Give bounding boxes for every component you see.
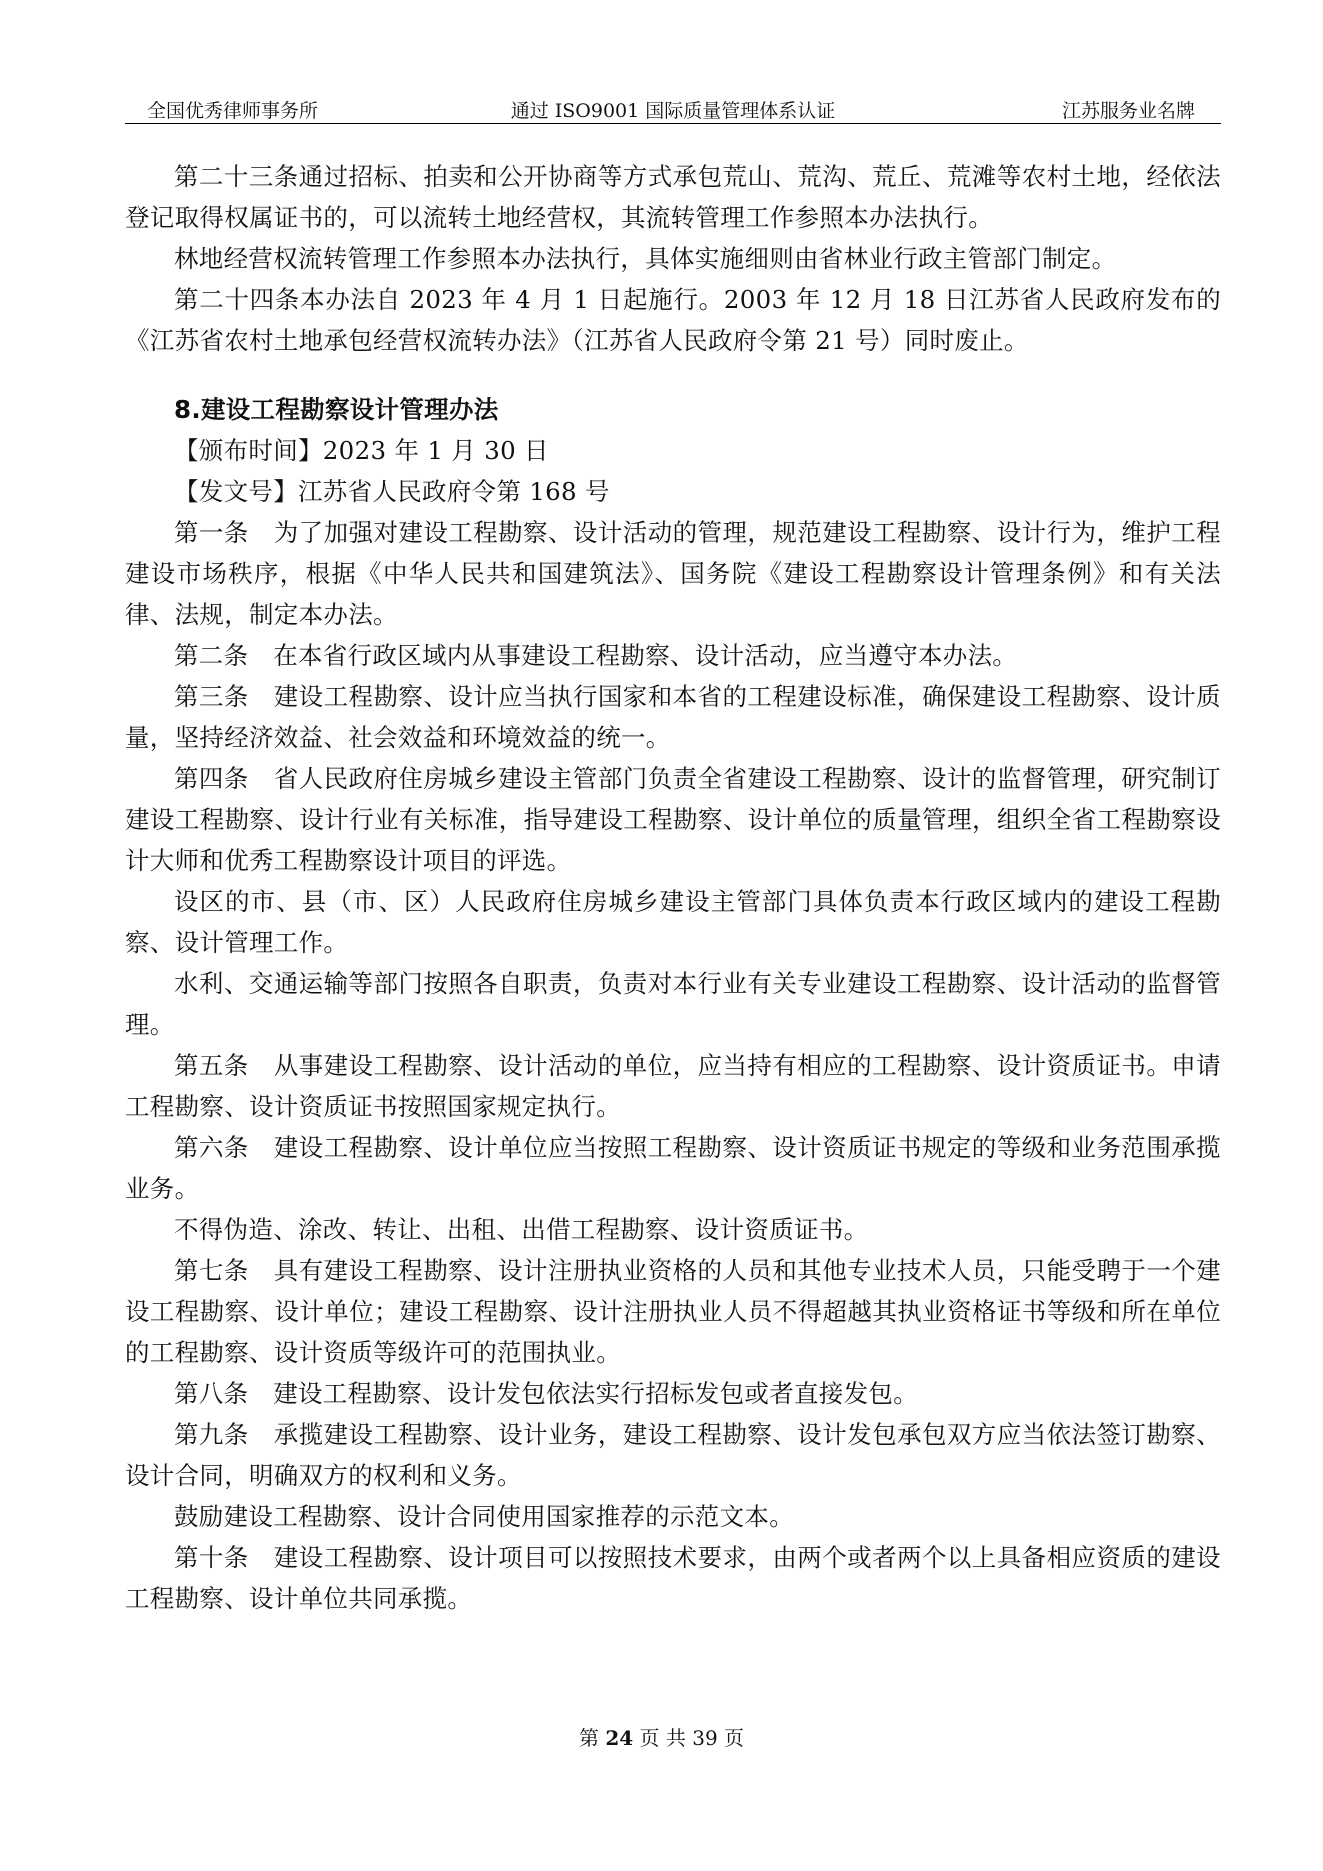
document-number: 【发文号】江苏省人民政府令第 168 号 [174,477,610,506]
paragraph: 第六条 建设工程勘察、设计单位应当按照工程勘察、设计资质证书规定的等级和业务范围承揽业务。 [125,1133,1221,1203]
paragraph: 鼓励建设工程勘察、设计合同使用国家推荐的示范文本。 [174,1502,794,1531]
paragraph: 设区的市、县（市、区）人民政府住房城乡建设主管部门具体负责本行政区域内的建设工程勘察、设计管理工作。 [125,887,1221,957]
publish-date: 【颁布时间】2023 年 1 月 30 日 [174,436,549,465]
page-footer [0,1722,1323,1751]
paragraph: 第二十四条本办法自 2023 年 4 月 1 日起施行。2003 年 12 月 18 日江苏省人民政府发布的《江苏省农村土地承包经营权流转办法》（江苏省人民政府令第 21 号）同时废止。 [125,285,1221,355]
page-header [125,96,1221,122]
paragraph: 水利、交通运输等部门按照各自职责，负责对本行业有关专业建设工程勘察、设计活动的监督管理。 [125,969,1221,1039]
paragraph: 第二十三条通过招标、拍卖和公开协商等方式承包荒山、荒沟、荒丘、荒滩等农村土地，经依法登记取得权属证书的，可以流转土地经营权，其流转管理工作参照本办法执行。 [125,162,1221,232]
paragraph: 第八条 建设工程勘察、设计发包依法实行招标发包或者直接发包。 [174,1379,918,1408]
paragraph: 不得伪造、涂改、转让、出租、出借工程勘察、设计资质证书。 [174,1215,869,1244]
paragraph: 第三条 建设工程勘察、设计应当执行国家和本省的工程建设标准，确保建设工程勘察、设计质量，坚持经济效益、社会效益和环境效益的统一。 [125,682,1221,752]
footer-prefix: 第 [578,1726,606,1750]
header-divider [125,123,1221,124]
paragraph: 第十条 建设工程勘察、设计项目可以按照技术要求，由两个或者两个以上具备相应资质的建设工程勘察、设计单位共同承揽。 [125,1543,1221,1613]
paragraph: 林地经营权流转管理工作参照本办法执行，具体实施细则由省林业行政主管部门制定。 [174,244,1117,273]
paragraph: 第九条 承揽建设工程勘察、设计业务，建设工程勘察、设计发包承包双方应当依法签订勘察、设计合同，明确双方的权利和义务。 [125,1420,1221,1490]
paragraph: 第一条 为了加强对建设工程勘察、设计活动的管理，规范建设工程勘察、设计行为，维护工程建设市场秩序，根据《中华人民共和国建筑法》、国务院《建设工程勘察设计管理条例》和有关法律、法规，制定本办法。 [125,518,1221,629]
header-right-text: 江苏服务业名牌 [1061,100,1195,122]
paragraph: 第七条 具有建设工程勘察、设计注册执业资格的人员和其他专业技术人员，只能受聘于一个建设工程勘察、设计单位；建设工程勘察、设计注册执业人员不得超越其执业资格证书等级和所在单位的工程勘察、设计资质等级许可的范围执业。 [125,1256,1221,1367]
footer-middle: 页 共 [633,1726,693,1750]
current-page-number: 24 [605,1726,634,1750]
paragraph: 第二条 在本省行政区域内从事建设工程勘察、设计活动，应当遵守本办法。 [174,641,1018,670]
header-left-text: 全国优秀律师事务所 [147,100,319,122]
header-center-text: 通过 ISO9001 国际质量管理体系认证 [510,100,836,122]
section-title: 8.建设工程勘察设计管理办法 [174,395,499,424]
document-body [125,156,1221,1619]
paragraph: 第四条 省人民政府住房城乡建设主管部门负责全省建设工程勘察、设计的监督管理，研究制订建设工程勘察、设计行业有关标准，指导建设工程勘察、设计单位的质量管理，组织全省工程勘察设计大师和优秀工程勘察设计项目的评选。 [125,764,1221,875]
footer-suffix: 页 [717,1726,745,1750]
total-pages: 39 [692,1726,718,1750]
paragraph: 第五条 从事建设工程勘察、设计活动的单位，应当持有相应的工程勘察、设计资质证书。申请工程勘察、设计资质证书按照国家规定执行。 [125,1051,1221,1121]
